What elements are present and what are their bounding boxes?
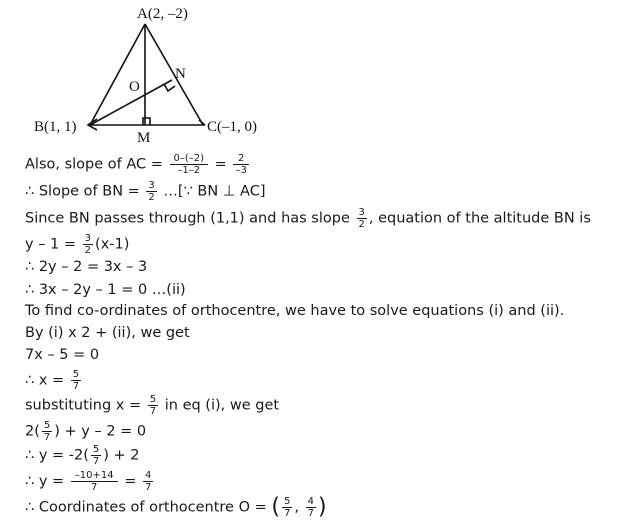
denominator: 2: [358, 219, 365, 230]
fraction: [83, 233, 93, 256]
point-label-O: O: [129, 79, 140, 95]
numerator: –10+14: [71, 470, 118, 482]
line-altitude-intro: [25, 207, 591, 230]
fraction: [146, 180, 156, 203]
fraction: [148, 394, 158, 417]
numerator: 2: [233, 153, 248, 165]
text: ∴ x =: [25, 372, 69, 389]
line-point-slope: [25, 233, 129, 256]
fraction: [71, 369, 81, 392]
text: ) + y – 2 = 0: [54, 423, 147, 440]
text: , equation of the altitude BN is: [368, 210, 591, 227]
line-y-expr: [25, 444, 140, 467]
line-7x: 7x – 5 = 0: [25, 347, 100, 363]
denominator: 7: [307, 508, 314, 519]
text: ∴ y =: [25, 473, 69, 490]
text: Since BN passes through (1,1) and has slope: [25, 210, 355, 227]
numerator: 5: [149, 394, 157, 405]
line-orthocentre-result: [25, 496, 327, 519]
text: Also, slope of AC =: [25, 156, 168, 173]
triangle-figure: [0, 0, 630, 150]
denominator: 7: [43, 432, 51, 443]
fraction: [306, 496, 316, 519]
line-combine: By (i) x 2 + (ii), we get: [25, 325, 190, 341]
line-slope-bn: [25, 180, 266, 203]
denominator: 2: [148, 192, 155, 203]
line-x-value: [25, 369, 83, 392]
line-slope-ac: [25, 153, 251, 176]
point-label-M: M: [137, 130, 151, 146]
right-angle-mark-N: [164, 84, 175, 91]
text: =: [119, 473, 141, 490]
right-angle-mark-M: [143, 118, 150, 125]
numerator: 5: [283, 496, 291, 507]
text: substituting x =: [25, 397, 146, 414]
numerator: 4: [145, 470, 152, 481]
denominator: –3: [235, 165, 247, 176]
denominator: 7: [149, 406, 157, 417]
text: ) + 2: [103, 447, 140, 464]
text: ∴ y = -2(: [25, 447, 89, 464]
separator: ,: [294, 499, 304, 516]
line-equation-ii: ∴ 3x – 2y – 1 = 0 …(ii): [25, 282, 186, 298]
open-paren: (: [271, 494, 280, 520]
fraction: [71, 470, 118, 493]
numerator: 5: [43, 420, 51, 431]
fraction: [143, 470, 153, 493]
fraction: [282, 496, 292, 519]
numerator: 4: [307, 496, 314, 507]
numerator: 3: [358, 207, 365, 218]
fraction: [170, 153, 209, 176]
text: 2(: [25, 423, 40, 440]
vertex-label-B: B(1, 1): [34, 119, 77, 135]
line-step-5: ∴ 2y – 2 = 3x – 3: [25, 259, 148, 275]
vertex-label-A: A(2, –2): [137, 6, 188, 22]
fraction: [233, 153, 248, 176]
denominator: 7: [92, 456, 100, 467]
text: =: [210, 156, 232, 173]
denominator: 7: [91, 482, 98, 493]
side-AC: [145, 24, 203, 125]
denominator: 7: [145, 482, 152, 493]
denominator: 2: [84, 245, 92, 256]
text: in eq (i), we get: [160, 397, 280, 414]
numerator: 3: [148, 180, 155, 191]
fraction: [42, 420, 52, 443]
numerator: 5: [92, 444, 100, 455]
text: y – 1 =: [25, 236, 81, 253]
denominator: 7: [72, 381, 80, 392]
line-sub-eq: [25, 420, 146, 443]
denominator: 7: [283, 508, 291, 519]
text: …[∵ BN ⊥ AC]: [158, 183, 266, 200]
line-substitute: [25, 394, 279, 417]
close-paren: ): [317, 494, 327, 520]
denominator: –1–2: [177, 165, 201, 176]
line-y-value: [25, 470, 155, 493]
numerator: 5: [72, 369, 80, 380]
numerator: 3: [84, 233, 92, 244]
fraction: [91, 444, 101, 467]
vertex-label-C: C(–1, 0): [207, 119, 257, 135]
text: (x-1): [95, 236, 130, 253]
line-orthocentre-intro: To find co-ordinates of orthocentre, we have to solve equations (i) and (ii).: [25, 303, 565, 319]
point-label-N: N: [175, 66, 186, 82]
text: ∴ Slope of BN =: [25, 183, 145, 200]
text: ∴ Coordinates of orthocentre O =: [25, 499, 272, 516]
fraction: [357, 207, 367, 230]
numerator: 0–(–2): [170, 153, 209, 165]
